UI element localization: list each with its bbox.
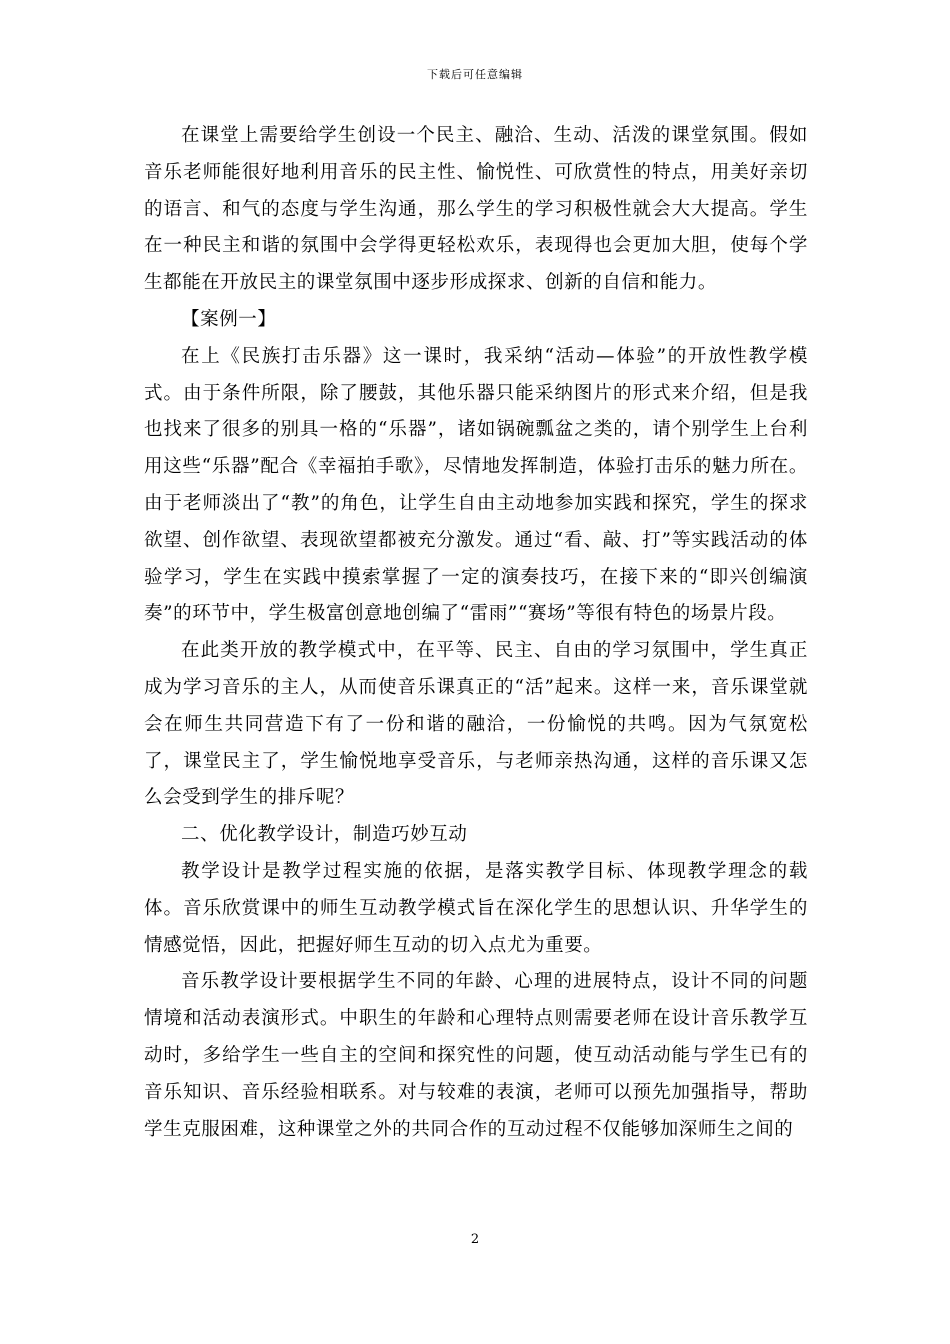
paragraph-design: 教学设计是教学过程实施的依据，是落实教学目标、体现教学理念的载体。音乐欣赏课中的师生互动教学模式旨在深化学生的思想认识、升华学生的情感觉悟，因此，把握好师生互动的切入点尤为重要。 <box>144 860 808 956</box>
paragraph-case-one: 在上《民族打击乐器》这一课时，我采纳“活动—体验”的开放性教学模式。由于条件所限，除了腰鼓，其他乐器只能采纳图片的形式来介绍，但是我也找来了很多的别具一格的“乐器”，诸如锅碗瓢盆之类的，请个别学生上台利用这些“乐器”配合《幸福拍手歌》，尽情地发挥制造，体验打击乐的魅力所在。由于老师淡出了“教”的角色，让学生自由主动地参加实践和探究，学生的探求欲望、创作欲望、表现欲望都被充分激发。通过“看、敲、打”等实践活动的体验学习，学生在实践中摸索掌握了一定的演奏技巧，在接下来的“即兴创编演奏”的环节中，学生极富创意地创编了“雷雨”“赛场”等很有特色的场景片段。 <box>144 345 808 625</box>
paragraph-open-mode: 在此类开放的教学模式中，在平等、民主、自由的学习氛围中，学生真正成为学习音乐的主人，从而使音乐课真正的“活”起来。这样一来，音乐课堂就会在师生共同营造下有了一份和谐的融洽，一份愉悦的共鸣。因为气氛宽松了，课堂民主了，学生愉悦地享受音乐，与老师亲热沟通，这样的音乐课又怎么会受到学生的排斥呢？ <box>144 640 808 809</box>
page-header: 下载后可任意编辑 <box>427 68 523 81</box>
case-heading: 【案例一】 <box>181 308 277 330</box>
section-heading-two: 二、优化教学设计，制造巧妙互动 <box>181 824 468 846</box>
paragraph-intro: 在课堂上需要给学生创设一个民主、融洽、生动、活泼的课堂氛围。假如音乐老师能很好地利用音乐的民主性、愉悦性、可欣赏性的特点，用美好亲切的语言、和气的态度与学生沟通，那么学生的学习积极性就会大大提高。学生在一种民主和谐的氛围中会学得更轻松欢乐，表现得也会更加大胆，使每个学生都能在开放民主的课堂氛围中逐步形成探求、创新的自信和能力。 <box>144 125 808 294</box>
document-body <box>144 118 808 1148</box>
paragraph-design-detail: 音乐教学设计要根据学生不同的年龄、心理的进展特点，设计不同的问题情境和活动表演形式。中职生的年龄和心理特点则需要老师在设计音乐教学互动时，多给学生一些自主的空间和探究性的问题，使互动活动能与学生已有的音乐知识、音乐经验相联系。对与较难的表演，老师可以预先加强指导，帮助学生克服困难，这种课堂之外的共同合作的互动过程不仅能够加深师生之间的 <box>144 971 808 1140</box>
page-number: 2 <box>470 1232 480 1247</box>
